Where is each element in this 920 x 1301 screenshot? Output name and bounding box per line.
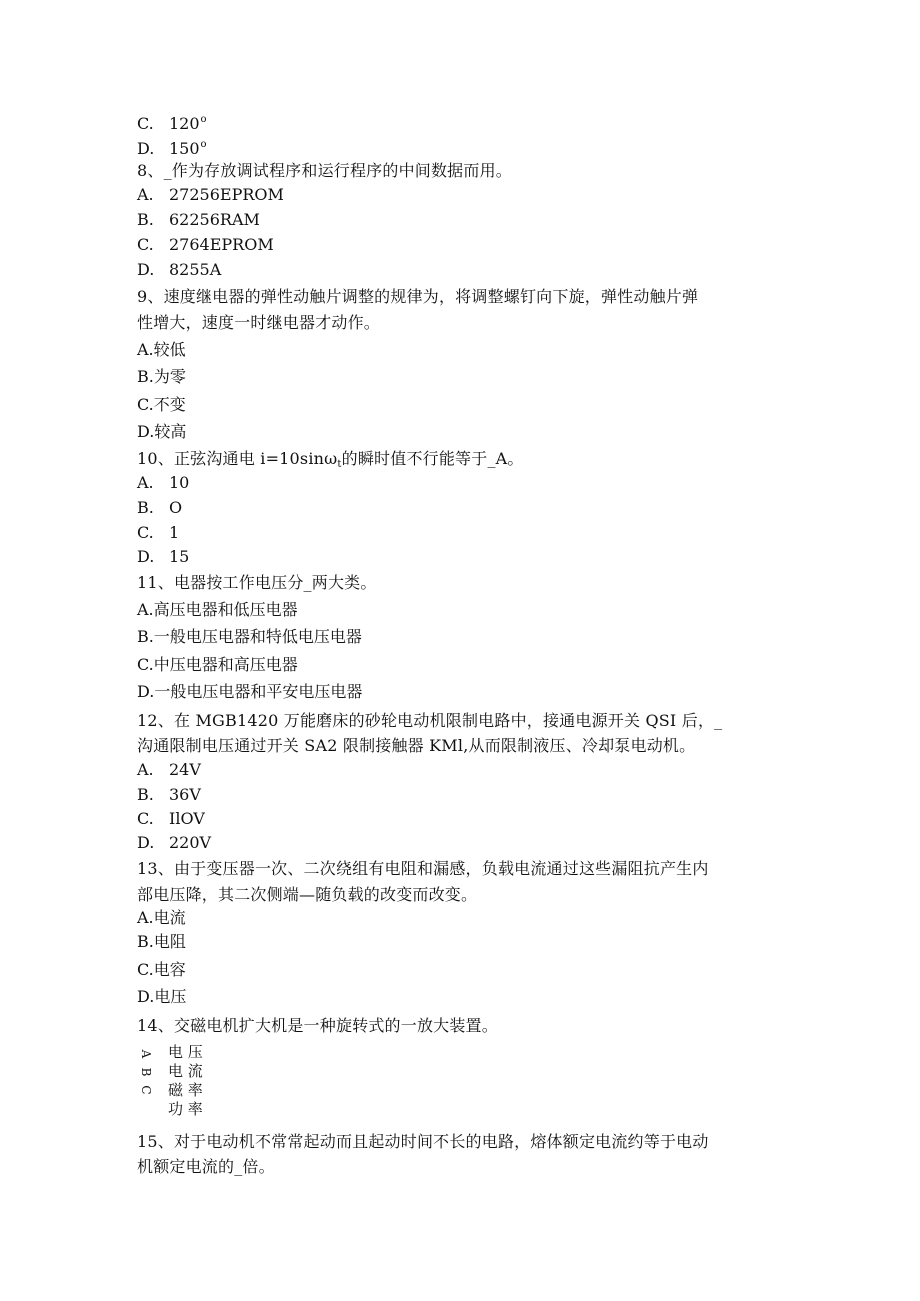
q11-option-a: A.高压电器和低压电器 [137, 600, 298, 619]
q10-option-d: D. 15 [137, 547, 190, 566]
q14-option-b: 电 流 [168, 1062, 203, 1080]
q11-option-c: C.中压电器和高压电器 [137, 655, 298, 674]
q14-option-d: 功 率 [168, 1100, 203, 1118]
question-12-line-1: 12、在 MGB1420 万能磨床的砂轮电动机限制电路中，接通电源开关 QSI 后，_ [137, 711, 723, 730]
q8-option-d: D. 8255A [137, 260, 222, 279]
q10-option-b: B. O [137, 498, 183, 517]
q8-option-a: A. 27256EPROM [137, 185, 284, 204]
q14-letter-a: A [139, 1049, 153, 1059]
question-8: 8、_作为存放调试程序和运行程序的中间数据而用。 [137, 161, 512, 180]
q9-option-a: A.较低 [137, 340, 186, 359]
q8-option-c: C. 2764EPROM [137, 235, 274, 254]
q8-option-b: B. 62256RAM [137, 210, 260, 229]
question-9-line-1: 9、速度继电器的弹性动触片调整的规律为，将调整螺钉向下旋，弹性动触片弹 [137, 287, 699, 306]
q12-option-d: D. 220V [137, 833, 212, 852]
question-15-line-1: 15、对于电动机不常常起动而且起动时间不长的电路，熔体额定电流约等于电动 [137, 1132, 709, 1151]
q12-option-a: A. 24V [137, 760, 201, 779]
q12-option-b: B. 36V [137, 785, 201, 804]
q13-option-b: B.电阻 [137, 932, 186, 951]
q9-option-b: B.为零 [137, 367, 186, 386]
question-9-line-2: 性增大，速度一时继电器才动作。 [137, 313, 381, 332]
question-12-line-2: 沟通限制电压通过开关 SA2 限制接触器 KMl,从而限制液压、冷却泵电动机。 [137, 736, 696, 755]
q14-option-c: 磁 率 [168, 1081, 203, 1099]
q13-option-a: A.电流 [137, 908, 186, 927]
question-11: 11、电器按工作电压分_两大类。 [137, 573, 377, 592]
q12-option-c: C. IlOV [137, 809, 205, 828]
q14-letter-c: C [139, 1085, 153, 1095]
q10-option-a: A. 10 [137, 473, 190, 492]
q11-option-b: B.一般电压电器和特低电压电器 [137, 627, 362, 646]
question-13-line-1: 13、由于变压器一次、二次绕组有电阻和漏感，负载电流通过这些漏阻抗产生内 [137, 859, 709, 878]
q14-option-a: 电 压 [168, 1043, 203, 1061]
option-d-150: D. 150$^o$ [137, 139, 207, 158]
q14-letter-b: B [139, 1067, 153, 1077]
question-13-line-2: 部电压降，其二次侧端—随负载的改变而改变。 [137, 885, 478, 904]
question-14: 14、交磁电机扩大机是一种旋转式的一放大装置。 [137, 1016, 498, 1035]
question-15-line-2: 机额定电流的_倍。 [137, 1157, 275, 1176]
option-c-120: C. 120$^o$ [137, 114, 207, 133]
q14-rotated-option-letters [138, 1045, 160, 1119]
q13-option-d: D.电压 [137, 987, 187, 1006]
q13-option-c: C.电容 [137, 960, 186, 979]
q9-option-d: D.较高 [137, 422, 187, 441]
q9-option-c: C.不变 [137, 395, 186, 414]
question-10: 10、正弦沟通电 i=10sinω$_t$的瞬时值不行能等于_A。 [137, 449, 524, 470]
q11-option-d: D.一般电压电器和平安电压电器 [137, 682, 363, 701]
q10-option-c: C. 1 [137, 523, 180, 542]
